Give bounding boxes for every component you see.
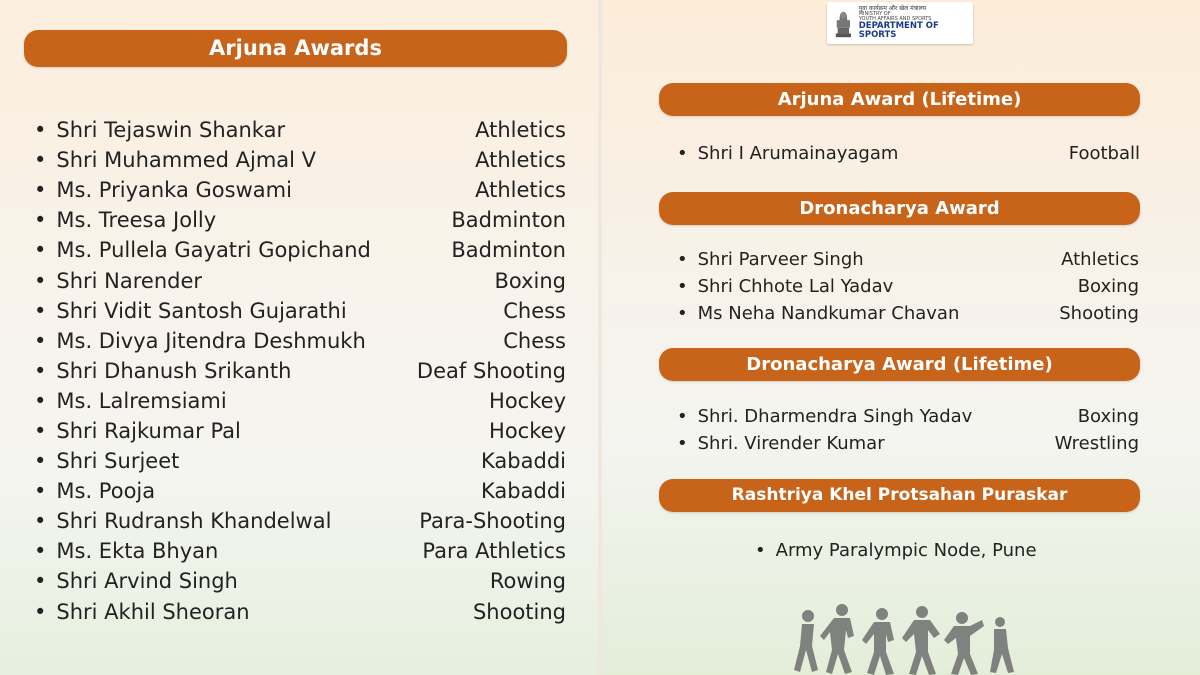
ministry-logo (827, 2, 973, 44)
list-item (34, 356, 566, 386)
dronacharya-lifetime-banner (659, 348, 1140, 381)
awardee-name: • Shri Arvind Singh (34, 569, 238, 593)
awardee-sport: Hockey (489, 388, 566, 413)
awardee-name: • Ms. Pooja (34, 479, 155, 503)
dronacharya-lifetime-list (677, 403, 1139, 457)
awardee-name: • Ms. Priyanka Goswami (34, 178, 292, 202)
awardee-name: • Shri Muhammed Ajmal V (34, 148, 316, 172)
awardee-sport: Boxing (1077, 276, 1139, 297)
awardee-sport: Hockey (489, 418, 566, 443)
list-item (34, 566, 566, 596)
dronacharya-title: Dronacharya Award (799, 198, 1000, 219)
awardee-name: • Shri Dhanush Srikanth (34, 359, 291, 383)
arjuna-awards-list (34, 115, 566, 627)
awardee-sport: Rowing (489, 569, 566, 594)
awardee-name: • Ms. Lalremsiami (34, 389, 227, 413)
list-item (34, 326, 566, 356)
logo-hindi-text: युवा कार्यक्रम और खेल मंत्रालय (858, 4, 927, 12)
awardee-name: • Shri Tejaswin Shankar (34, 118, 285, 142)
list-item (677, 273, 1139, 300)
awardee-name: • Shri Rajkumar Pal (34, 419, 241, 443)
list-item (677, 300, 1139, 327)
rkpp-banner (659, 479, 1140, 512)
list-item (677, 246, 1139, 273)
awardee-sport: Boxing (1077, 406, 1139, 427)
awardee-sport: Badminton (451, 208, 566, 233)
logo-ministry-line2: YOUTH AFFAIRS AND SPORTS (858, 16, 932, 23)
list-item (34, 265, 566, 295)
dronacharya-banner (659, 192, 1140, 225)
awardee-sport: Para Athletics (422, 539, 566, 564)
awardee-sport: Para-Shooting (419, 509, 566, 534)
arjuna-lifetime-banner (659, 83, 1140, 116)
awardee-name: • Shri I Arumainayagam (677, 143, 898, 164)
athletes-silhouette-icon (790, 600, 1020, 675)
awardee-sport: Athletics (475, 148, 566, 173)
awardee-sport: Boxing (494, 268, 566, 293)
dronacharya-list (677, 246, 1139, 327)
awardee-sport: Shooting (472, 599, 566, 624)
list-item (677, 430, 1139, 457)
list-item (34, 536, 566, 566)
list-item (34, 476, 566, 506)
list-item (34, 235, 566, 265)
list-item (34, 506, 566, 536)
awardee-name: • Shri Vidit Santosh Gujarathi (34, 299, 347, 323)
awardee-name: • Shri Surjeet (34, 449, 179, 473)
list-item (34, 446, 566, 476)
awardee-sport: Athletics (1061, 249, 1139, 270)
arjuna-awards-title: Arjuna Awards (209, 36, 382, 60)
awardee-name: • Ms Neha Nandkumar Chavan (677, 303, 959, 324)
list-item (34, 205, 566, 235)
list-item (34, 386, 566, 416)
arjuna-awards-banner (24, 30, 567, 67)
awardee-sport: Wrestling (1054, 433, 1139, 454)
awardee-name: • Ms. Pullela Gayatri Gopichand (34, 238, 371, 262)
awardee-name: • Ms. Treesa Jolly (34, 208, 216, 232)
list-item (34, 597, 566, 627)
awardee-name: • Shri Akhil Sheoran (34, 600, 250, 624)
awardee-sport: Chess (503, 328, 566, 353)
awardee-name: • Shri Parveer Singh (677, 249, 864, 270)
list-item (34, 416, 566, 446)
arjuna-lifetime-list (677, 140, 1140, 167)
awardee-sport: Deaf Shooting (416, 358, 566, 383)
list-item (34, 115, 566, 145)
awardee-name: • Shri. Virender Kumar (677, 433, 885, 454)
awardee-sport: Kabaddi (481, 479, 566, 504)
awardee-sport: Athletics (475, 178, 566, 203)
awardee-name: • Shri Rudransh Khandelwal (34, 509, 331, 533)
logo-department: DEPARTMENT OF SPORTS (858, 21, 939, 41)
list-item (677, 403, 1139, 430)
awardee-name: • Shri Chhote Lal Yadav (677, 276, 893, 297)
list-item (34, 296, 566, 326)
logo-ministry-line1: MINISTRY OF (858, 10, 891, 17)
list-item (34, 145, 566, 175)
rkpp-title: Rashtriya Khel Protsahan Puraskar (731, 485, 1068, 505)
awardee-sport: Football (1068, 143, 1140, 164)
national-emblem-icon (832, 6, 855, 40)
awardee-sport: Badminton (451, 238, 566, 263)
awardee-sport: Shooting (1059, 303, 1139, 324)
awardee-sport: Athletics (475, 118, 566, 143)
awardee-sport: Chess (503, 298, 566, 323)
rkpp-list (755, 537, 1135, 564)
list-item (677, 140, 1140, 167)
list-item (755, 537, 1135, 564)
dronacharya-lifetime-title: Dronacharya Award (Lifetime) (746, 354, 1053, 375)
awardee-name: • Ms. Ekta Bhyan (34, 539, 218, 563)
awardee-name: • Shri. Dharmendra Singh Yadav (677, 406, 972, 427)
awardee-name: • Ms. Divya Jitendra Deshmukh (34, 329, 366, 353)
awardee-sport: Kabaddi (481, 449, 566, 474)
list-item (34, 175, 566, 205)
arjuna-lifetime-title: Arjuna Award (Lifetime) (777, 89, 1022, 110)
awardee-name: • Shri Narender (34, 269, 202, 293)
awardee-name: • Army Paralympic Node, Pune (755, 540, 1037, 561)
